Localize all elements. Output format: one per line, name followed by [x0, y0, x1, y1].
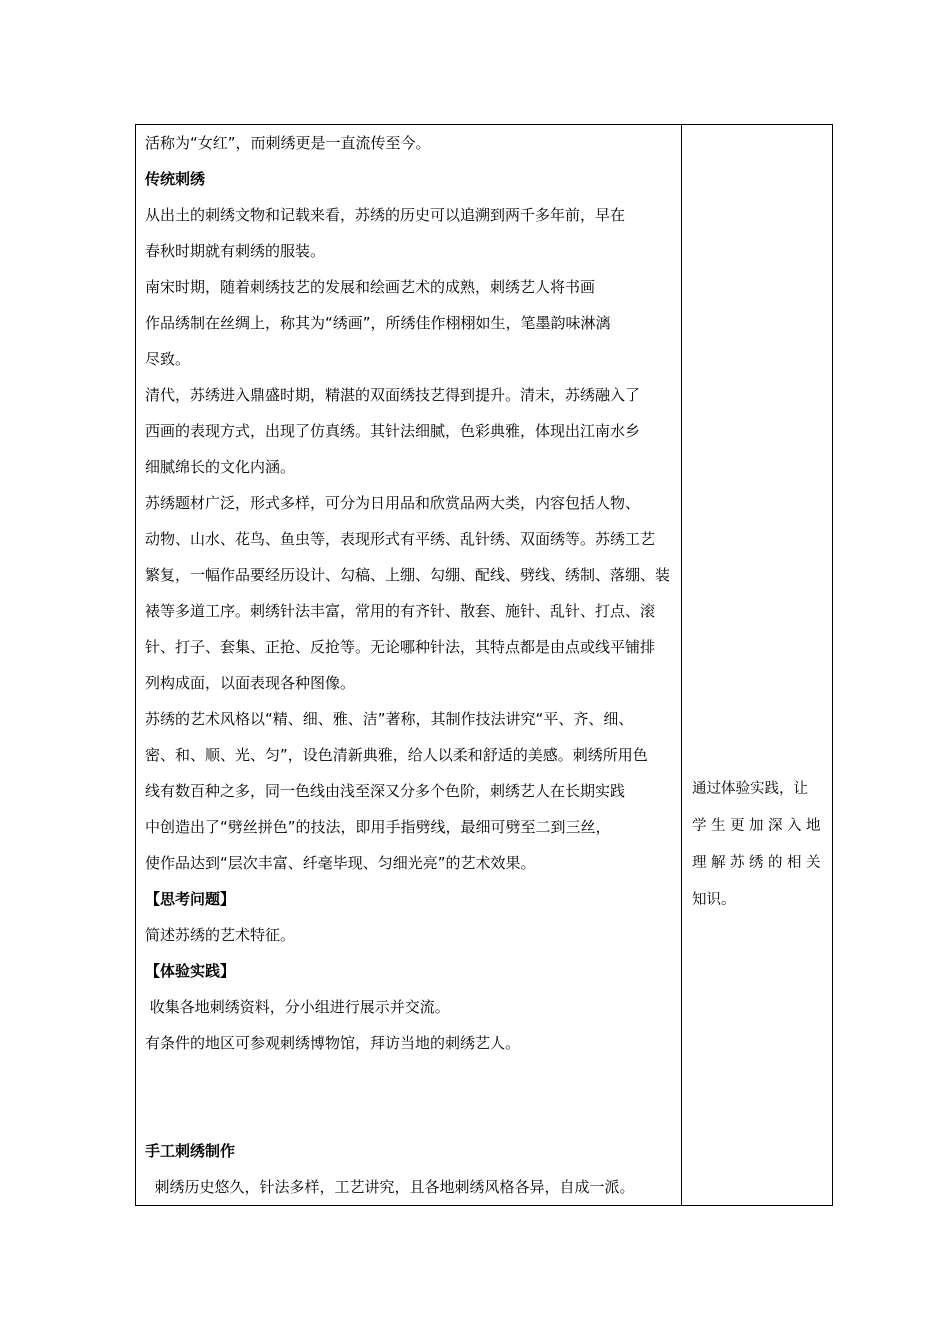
text-line: 针、打子、套集、正抢、反抢等。无论哪种针法，其特点都是由点或线平铺排: [145, 638, 656, 656]
content-column: [145, 125, 677, 1205]
text-line: 使作品达到“层次丰富、纤毫毕现、匀细光亮”的艺术效果。: [145, 854, 536, 872]
text-line: 列构成面，以面表现各种图像。: [145, 674, 356, 692]
text-line: 南宋时期，随着刺绣技艺的发展和绘画艺术的成熟，刺绣艺人将书画: [145, 278, 596, 296]
text-line: 从出土的刺绣文物和记载来看，苏绣的历史可以追溯到两千多年前，早在: [145, 206, 626, 224]
text-line: 裱等多道工序。刺绣针法丰富，常用的有齐针、散套、施针、乱针、打点、滚: [145, 602, 656, 620]
notes-column: [692, 771, 830, 919]
text-line: 动物、山水、花鸟、鱼虫等，表现形式有平绣、乱针绣、双面绣等。苏绣工艺: [145, 530, 656, 548]
note-line: 知识。: [692, 892, 736, 908]
lesson-table: [135, 124, 833, 1206]
text-line: 清代，苏绣进入鼎盛时期，精湛的双面绣技艺得到提升。清末，苏绣融入了: [145, 386, 641, 404]
text-line: 有条件的地区可参观刺绣博物馆，拜访当地的刺绣艺人。: [145, 1034, 521, 1052]
text-line: 密、和、顺、光、匀”，设色清新典雅，给人以柔和舒适的美感。刺绣所用色: [145, 746, 648, 764]
text-line: 线有数百种之多，同一色线由浅至深又分多个色阶，刺绣艺人在长期实践: [145, 782, 626, 800]
text-line: 苏绣题材广泛，形式多样，可分为日用品和欣赏品两大类，内容包括人物、: [145, 494, 641, 512]
text-line: 作品绣制在丝绸上，称其为“绣画”，所绣佳作栩栩如生，笔墨韵味淋漓: [145, 314, 611, 332]
text-line: 简述苏绣的艺术特征。: [145, 926, 296, 944]
text-line: 尽致。: [145, 350, 191, 368]
section-heading-practice: 【体验实践】: [145, 962, 236, 980]
text-line: 刺绣历史悠久，针法多样，工艺讲究，且各地刺绣风格各异，自成一派。: [145, 1178, 635, 1196]
section-heading-traditional-embroidery: 传统刺绣: [145, 170, 206, 188]
note-line: 通过体验实践，让: [692, 781, 808, 797]
blank-line: [145, 1061, 677, 1097]
column-divider: [681, 125, 682, 1205]
section-heading-thinking-question: 【思考问题】: [145, 890, 236, 908]
note-line: 理解苏绣的相关: [692, 855, 825, 871]
text-line: 中创造出了“劈丝拼色”的技法，即用手指劈线，最细可劈至二到三丝，: [145, 818, 611, 836]
text-line: 繁复，一幅作品要经历设计、勾稿、上绷、勾绷、配线、劈线、绣制、落绷、装: [145, 566, 671, 584]
section-heading-handmade-embroidery: 手工刺绣制作: [145, 1142, 236, 1160]
text-line: 活称为“女红”，而刺绣更是一直流传至今。: [145, 134, 431, 152]
text-line: 细腻绵长的文化内涵。: [145, 458, 296, 476]
note-line: 学生更加深入地: [692, 818, 825, 834]
text-line: 西画的表现方式，出现了仿真绣。其针法细腻，色彩典雅，体现出江南水乡: [145, 422, 641, 440]
text-line: 春秋时期就有刺绣的服装。: [145, 242, 326, 260]
text-line: 苏绣的艺术风格以“精、细、雅、洁”著称，其制作技法讲究“平、齐、细、: [145, 710, 634, 728]
blank-line: [145, 1097, 677, 1133]
text-line: 收集各地刺绣资料，分小组进行展示并交流。: [145, 998, 450, 1016]
